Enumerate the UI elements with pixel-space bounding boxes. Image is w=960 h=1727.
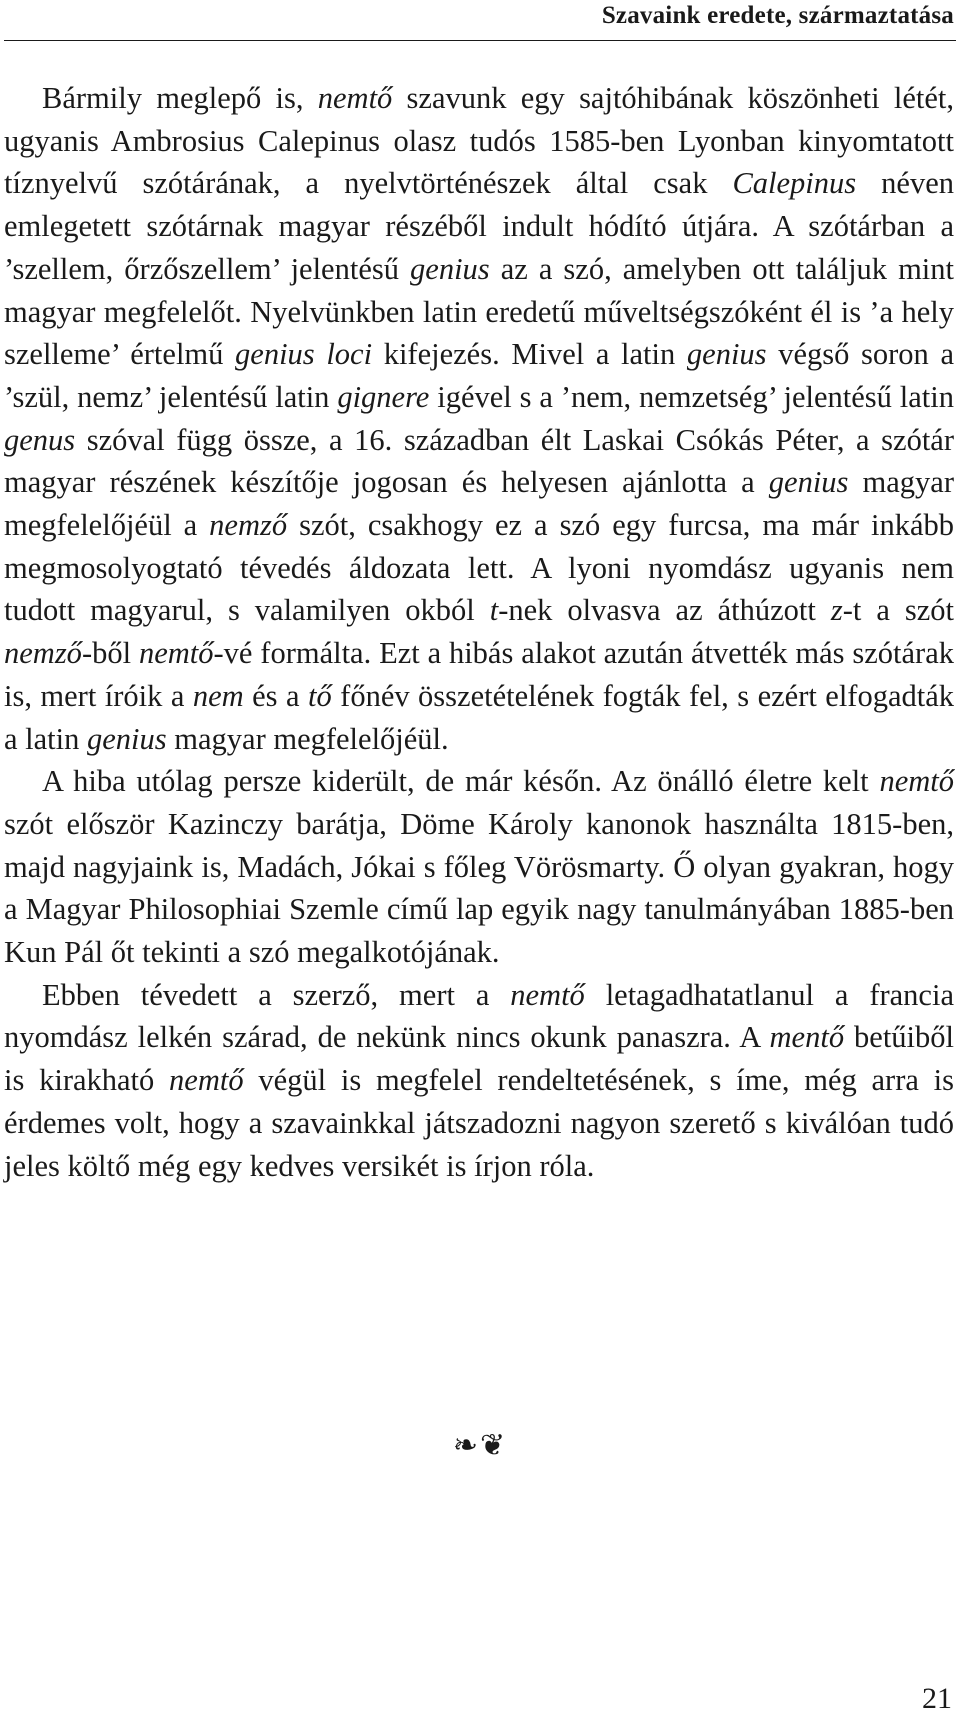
text-run: szót először Kazinczy barátja, Döme Károly kanonok használta 1815-ben, majd nagyjaink is, Madách, Jókai s főleg Vörösmarty. Ő olyan gyakran, hogy a Magyar Philosophiai Szemle című lap egyik nagy tanulmányában 1885-ben Kun Pál őt tekinti a szó megalkotójának.	[4, 806, 954, 970]
text-run: az a szó, amelyben ott találjuk mint magyar megfelelőt. Nyelvünkben latin eredetű műveltségszóként él is ’a hely szelleme’ értelmű	[4, 251, 954, 372]
text-run: betűiből is kirakható	[4, 1020, 954, 1098]
italic-term: nemtő	[317, 81, 393, 115]
paragraph	[4, 77, 954, 760]
text-run: A hiba utólag persze kiderült, de már későn. Az önálló életre kelt	[42, 764, 880, 799]
ornament-fleuron-icon: ❧❦	[452, 1428, 508, 1463]
italic-term: nemtő	[510, 977, 585, 1012]
italic-term: genus	[4, 422, 76, 457]
italic-term: nemtő	[169, 1063, 244, 1098]
text-run: szóval függ össze, a 16. században élt Laskai Csókás Péter, a szótár magyar részének készítője jogosan és helyesen ajánlotta a	[4, 422, 954, 500]
body-text	[4, 77, 954, 1187]
paragraph	[4, 760, 954, 974]
text-run: szót, csakhogy ez a szó egy furcsa, ma már inkább megmosolyogtató tévedés áldozata lett. A lyoni nyomdász ugyanis nem tudott magyarul, s valamilyen okból	[4, 508, 954, 628]
italic-term: genius	[410, 251, 490, 286]
text-run: -ből	[81, 636, 139, 671]
text-run: végső soron a ’szül, nemz’ jelentésű latin	[4, 337, 954, 414]
italic-term: nemtő	[879, 764, 954, 799]
running-header	[4, 0, 956, 41]
text-run: igével s a ’nem, nemzetség’ jelentésű latin	[429, 379, 954, 414]
italic-term: genius	[686, 337, 767, 372]
text-run: kifejezés. Mivel a latin	[372, 337, 687, 372]
italic-term: nemtő	[138, 636, 214, 671]
italic-term: nem	[192, 678, 244, 713]
text-run: és a	[243, 678, 308, 713]
page-number: 21	[922, 1682, 952, 1715]
text-run: -nek olvasva az áthúzott	[498, 593, 831, 628]
text-run: magyar megfelelőjéül.	[166, 721, 449, 756]
text-run: letagadhatatlanul a francia nyomdász lelkén szárad, de nekünk nincs okunk panaszra. A	[4, 977, 954, 1055]
italic-term: tő	[307, 678, 332, 713]
text-run: magyar megfelelőjéül a	[4, 465, 954, 543]
italic-term: genius	[87, 721, 167, 756]
italic-term: t	[489, 593, 499, 628]
italic-term: mentő	[769, 1020, 845, 1055]
paragraph	[4, 974, 954, 1188]
text-run: végül is megfelel rendeltetésének, s íme, még arra is érdemes volt, hogy a szavainkkal játszadozni nagyon szerető s kiválóan tudó jeles költő még egy kedves versikét is írjon róla.	[4, 1063, 954, 1183]
text-run: Ebben tévedett a szerző, mert a	[42, 977, 511, 1012]
text-run: főnév összetételének fogták fel, s ezért elfogadták a latin	[4, 678, 954, 756]
text-run: Bármily meglepő is,	[42, 81, 318, 115]
text-run: -t a szót	[842, 593, 954, 628]
italic-term: Calepinus	[732, 166, 857, 201]
italic-term: genius loci	[235, 337, 373, 372]
italic-term: nemző	[4, 636, 82, 671]
italic-term: z	[830, 593, 843, 628]
italic-term: nemző	[209, 508, 288, 543]
text-run: szavunk egy sajtóhibának köszönheti létét, ugyanis Ambrosius Calepinus olasz tudós 1585-ben Lyonban kinyomtatott tíznyelvű szótárának, a nyelvtörténészek által csak	[4, 81, 955, 201]
italic-term: gignere	[337, 379, 430, 414]
running-title: Szavaink eredete, származtatása	[601, 2, 954, 29]
text-run: néven emlegetett szótárnak magyar részéből indult hódító útjára. A szótárban a ’szellem, őrzőszellem’ jelentésű	[4, 166, 954, 286]
text-run: -vé formálta. Ezt a hibás alakot azután átvették más szótárak is, mert íróik a	[4, 636, 955, 713]
italic-term: genius	[768, 465, 849, 500]
